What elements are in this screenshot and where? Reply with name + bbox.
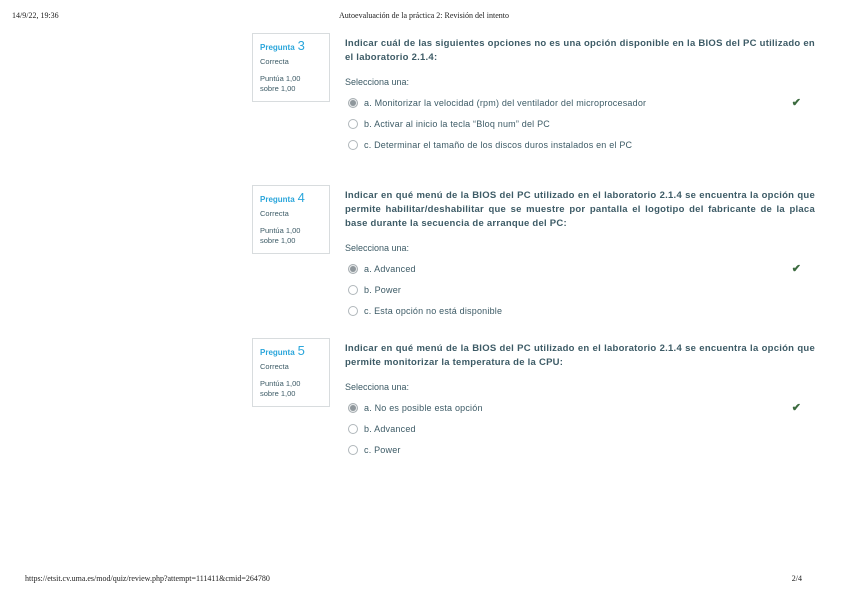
question-state-badge: Correcta (260, 209, 289, 218)
question-label-text: Pregunta (260, 43, 295, 52)
correct-checkmark-icon: ✔ (791, 263, 801, 275)
answer-prompt: Selecciona una: (345, 243, 410, 253)
answer-option (345, 119, 815, 129)
grade-line: Puntúa 1,00 (260, 379, 301, 388)
question-label (260, 39, 322, 54)
question-label (260, 191, 322, 206)
question-grade (260, 379, 322, 399)
question-number: 3 (297, 38, 305, 53)
question-state-badge: Correcta (260, 362, 289, 371)
radio-button-selected[interactable] (348, 403, 358, 413)
question-label (260, 344, 322, 359)
question-block-3 (252, 33, 815, 150)
option-label: a. Monitorizar la velocidad (rpm) del ventilador del microprocesador (364, 98, 647, 108)
question-state-badge: Correcta (260, 57, 289, 66)
answer-option (345, 403, 815, 413)
option-label: a. Advanced (364, 264, 416, 274)
question-block-4 (252, 185, 815, 316)
option-label: c. Determinar el tamaño de los discos duros instalados en el PC (364, 140, 633, 150)
print-header-datetime: 14/9/22, 19:36 (12, 11, 59, 20)
question-info-box (252, 185, 330, 254)
answer-option (345, 445, 815, 455)
question-info-box (252, 33, 330, 102)
question-text: Indicar en qué menú de la BIOS del PC utilizado en el laboratorio 2.1.4 se encuentra la opción que permite monitorizar la temperatura de la CPU: (345, 343, 815, 368)
question-block-5 (252, 338, 815, 455)
radio-button-selected[interactable] (348, 98, 358, 108)
radio-button[interactable] (348, 119, 358, 129)
radio-button[interactable] (348, 140, 358, 150)
option-label: b. Power (364, 285, 402, 295)
answer-option (345, 285, 815, 295)
question-grade (260, 226, 322, 246)
question-content (345, 33, 815, 150)
correct-checkmark-icon: ✔ (791, 402, 801, 414)
print-header-title: Autoevaluación de la práctica 2: Revisión del intento (339, 11, 509, 20)
question-number: 4 (297, 190, 305, 205)
question-text: Indicar en qué menú de la BIOS del PC utilizado en el laboratorio 2.1.4 se encuentra la opción que permite habilitar/deshabilitar que se muestre por pantalla el logotipo del fabricante de la placa base durante la secuencia de arranque del PC: (345, 190, 815, 229)
grade-line: Puntúa 1,00 (260, 226, 301, 235)
answer-prompt: Selecciona una: (345, 382, 410, 392)
answer-option (345, 306, 815, 316)
question-content (345, 338, 815, 455)
option-label: c. Power (364, 445, 401, 455)
question-grade (260, 74, 322, 94)
radio-button[interactable] (348, 285, 358, 295)
print-footer-url: https://etsit.cv.uma.es/mod/quiz/review.php?attempt=111411&cmid=264780 (25, 574, 270, 583)
radio-button[interactable] (348, 306, 358, 316)
question-number: 5 (297, 343, 305, 358)
question-info-box (252, 338, 330, 407)
answer-option (345, 98, 815, 108)
radio-button[interactable] (348, 424, 358, 434)
print-footer-page-number: 2/4 (791, 574, 802, 583)
question-text: Indicar cuál de las siguientes opciones no es una opción disponible en la BIOS del PC utilizado en el laboratorio 2.1.4: (345, 38, 815, 63)
question-label-text: Pregunta (260, 195, 295, 204)
option-label: b. Advanced (364, 424, 416, 434)
grade-line: sobre 1,00 (260, 389, 296, 398)
answer-option (345, 424, 815, 434)
radio-button-selected[interactable] (348, 264, 358, 274)
grade-line: sobre 1,00 (260, 236, 296, 245)
grade-line: sobre 1,00 (260, 84, 296, 93)
answer-option (345, 264, 815, 274)
answer-option (345, 140, 815, 150)
question-content (345, 185, 815, 316)
option-label: c. Esta opción no está disponible (364, 306, 503, 316)
option-label: a. No es posible esta opción (364, 403, 483, 413)
correct-checkmark-icon: ✔ (791, 97, 801, 109)
option-label: b. Activar al inicio la tecla “Bloq num” del PC (364, 119, 550, 129)
grade-line: Puntúa 1,00 (260, 74, 301, 83)
radio-button[interactable] (348, 445, 358, 455)
question-label-text: Pregunta (260, 348, 295, 357)
answer-prompt: Selecciona una: (345, 77, 410, 87)
